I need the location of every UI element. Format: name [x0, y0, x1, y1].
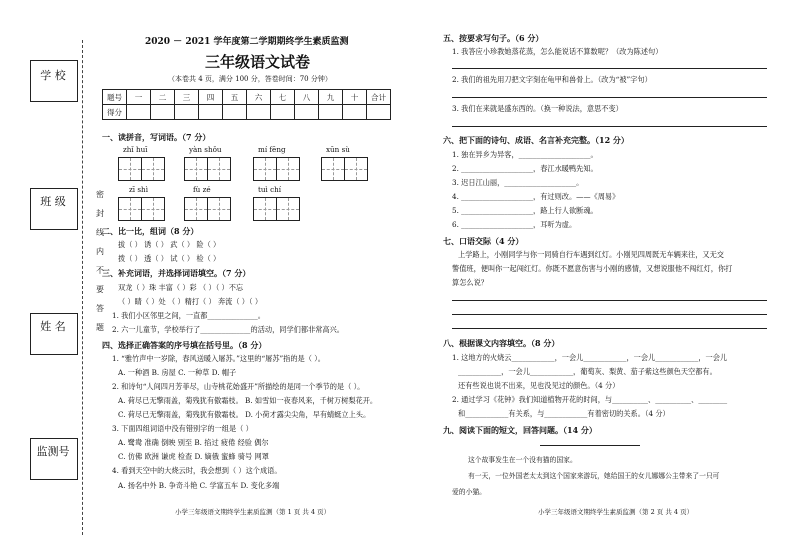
class-label: 班 级 — [40, 195, 66, 208]
q4-2-ab: A. 荷尽已无擎雨盖，菊残犹有傲霜枝。 B. 如雪如一夜春风来，千树万树梨花开。 — [118, 396, 378, 405]
q8-l4: 2. 通过学习《花钟》我们知道植物开花的时间，与__________、__________、________ — [452, 395, 728, 404]
q8-l2: ____________，一会儿____________，葡萄灰、梨黄、茄子紫这些颜色天空都有。 — [458, 367, 717, 376]
tianzi-7a[interactable] — [253, 197, 277, 221]
q2-row2: 拨（ ） 透（ ） 试（ ） 检（ ） — [118, 254, 221, 263]
tianzi-2a[interactable] — [184, 157, 208, 181]
q6-4: 4. ____________________，有过则改。——《周易》 — [452, 192, 620, 201]
q9-passage-title-line[interactable] — [540, 445, 640, 446]
q5-2: 2. 我们的祖先用刀把文字刻在龟甲和兽骨上。（改为“被”字句） — [452, 75, 652, 84]
tianzi-4b[interactable] — [344, 157, 368, 181]
q7-answer-line-2[interactable] — [452, 314, 767, 315]
exam-title: 三年级语文试卷 — [205, 53, 311, 71]
q9-p1: 这个故事发生在一个没有猫的国家。 — [468, 456, 577, 464]
q4-3-ab: A. 鹭鸯 准确 倒映 别至 B. 掐过 疲倦 经验 偶尔 — [118, 438, 269, 447]
q5-1: 1. 我答应小珍教她蒸花蒸，怎么能说话不算数呢？（改为陈述句） — [452, 47, 663, 56]
score-table: 题号 一 二 三 四 五 六 七 八 九 十 合计 得分 — [102, 89, 391, 120]
school-label: 学 校 — [40, 69, 66, 82]
seal-line — [82, 40, 83, 535]
q5-2-answer-line[interactable] — [452, 97, 767, 98]
q9-p2: 有一天，一位外国老太太到这个国家来游玩，她给国王的女儿娜娜公主带来了一只可 — [468, 472, 720, 480]
q3-s2: 2. 六一儿童节，学校举行了______________的活动，同学们都非常高兴。 — [112, 325, 344, 334]
pinyin-7: tuì chí — [258, 185, 282, 194]
tianzi-6a[interactable] — [184, 197, 208, 221]
footer-right: 小学三年级语文期终学生素质监测（第 2 页 共 4 页） — [538, 508, 694, 516]
q6-6: 6. ____________________，耳听为虚。 — [452, 220, 577, 229]
pinyin-5: zī shì — [129, 185, 148, 194]
q6-1: 1. 独在异乡为异客，____________________。 — [452, 150, 598, 159]
q1-title: 一、读拼音，写词语。（7 分） — [102, 132, 211, 142]
q3-row1: 双龙（ ）珠 丰富（ ）彩 （ ）（ ）不忘 — [118, 283, 244, 292]
q4-3-cd: C. 仿佛 欧洲 谦虎 检查 D. 嫡俄 蜜蜂 骑号 网罩 — [118, 452, 269, 461]
footer-left: 小学三年级语文期终学生素质监测（第 1 页 共 4 页） — [175, 508, 331, 516]
q3-s1: 1. 我们小区邻里之间，一直都______________。 — [112, 311, 265, 320]
q7-p1: 上学路上，小刚同学与你一同骑自行车遇到红灯。小刚见四周既无车辆来往，又无交 — [458, 250, 724, 259]
q4-4: 4. 看到天空中的大烧云时，我会想到（ ）这个成语。 — [112, 466, 282, 475]
pinyin-2: yàn shǒu — [189, 145, 222, 154]
year-line: 2020 － 2021 学年度第二学期期终学生素质监测 — [145, 37, 349, 47]
q9-p3: 爱的小猫。 — [452, 488, 486, 496]
tianzi-7b[interactable] — [276, 197, 300, 221]
tianzi-5b[interactable] — [141, 197, 165, 221]
q2-title: 二、比一比，组词（8 分） — [102, 226, 199, 236]
tianzi-5a[interactable] — [118, 197, 142, 221]
q8-l1: 1. 这地方的火烧云____________，一会儿____________，一会儿____________，一会儿 — [452, 353, 728, 362]
q4-4-options: A. 扬名中外 B. 争奇斗艳 C. 学富五车 D. 变化多端 — [118, 481, 280, 490]
q7-title: 七、口语交际（4 分） — [443, 236, 524, 246]
pinyin-6: fù zé — [193, 185, 211, 194]
exam-note: （本卷共 4 页，满分 100 分，答卷时间：70 分钟） — [168, 75, 332, 83]
seal-text: 密 封 线 内 不 要 答 题 — [96, 190, 104, 332]
q7-p3: 算怎么说？ — [452, 278, 488, 287]
q5-title: 五、按要求写句子。（6 分） — [443, 33, 544, 43]
q5-1-answer-line[interactable] — [452, 68, 767, 69]
q6-2: 2. ____________________，春江水暖鸭先知。 — [452, 164, 598, 173]
q9-title: 九、阅读下面的短文，回答问题。（14 分） — [443, 425, 597, 435]
q5-3-answer-line[interactable] — [452, 126, 767, 127]
tianzi-3b[interactable] — [276, 157, 300, 181]
tianzi-6b[interactable] — [207, 197, 231, 221]
q4-3: 3. 下面四组词语中没有错别字的一组是（ ） — [112, 424, 253, 433]
pinyin-4: xūn sù — [326, 145, 350, 154]
q4-title: 四、选择正确答案的序号填在括号里。（8 分） — [102, 340, 267, 350]
q4-2: 2. 和诗句“人间四月芳菲尽，山寺桃花始盛开”所描绘的是同一个季节的是（ ）。 — [112, 382, 365, 391]
q6-title: 六、把下面的诗句、成语、名言补充完整。（12 分） — [443, 135, 629, 145]
q6-5: 5. ____________________，路上行人欲断魂。 — [452, 206, 598, 215]
q6-3: 3. 迟日江山丽，____________________。 — [452, 178, 584, 187]
tianzi-2b[interactable] — [207, 157, 231, 181]
tianzi-3a[interactable] — [253, 157, 277, 181]
q3-title: 三、补充词语，并选择词语填空。（7 分） — [102, 268, 251, 278]
q4-1: 1. “雅竹声中一岁除，春风送暖入屠苏。”这里的“屠苏”指的是（ ）。 — [112, 354, 325, 363]
q4-1-options: A. 一种酒 B. 房屋 C. 一种草 D. 帽子 — [118, 368, 237, 377]
q4-2-cd: C. 荷尽已无擎雨盖，菊残犹有傲霜枝。 D. 小荷才露尖尖角，早有蜻蜓立上头。 — [118, 410, 371, 419]
q8-title: 八、根据课文内容填空。（8 分） — [443, 338, 560, 348]
q3-row2: （ ）睛（ ）处 （ ）精打（ ） 奔流（ ）（ ） — [118, 297, 263, 306]
q7-answer-line-1[interactable] — [452, 300, 767, 301]
monitor-label: 监测号 — [36, 445, 70, 458]
tianzi-1b[interactable] — [141, 157, 165, 181]
tianzi-1a[interactable] — [118, 157, 142, 181]
q5-3: 3. 我们在来就是盛东西的。（换一种说法，意思不变） — [452, 104, 623, 113]
pinyin-1: zhǐ huī — [123, 145, 148, 154]
tianzi-4a[interactable] — [321, 157, 345, 181]
q7-p2: 警值班，便叫你一起闯红灯。你既不愿意伤害与小刚的感情，又想说服他不闯红灯，你打 — [452, 264, 733, 273]
q8-l5: 和____________有关系，与____________有着密切的关系。（4 分） — [458, 409, 670, 418]
q8-l3: 还有些说也说不出来，见也没见过的颜色。（4 分） — [458, 381, 620, 390]
q2-row1: 拔（ ） 诱（ ） 武（ ） 险（ ） — [118, 240, 221, 249]
name-label: 姓 名 — [40, 320, 66, 333]
q7-answer-line-3[interactable] — [452, 328, 767, 329]
pinyin-3: mí fēng — [258, 145, 286, 154]
